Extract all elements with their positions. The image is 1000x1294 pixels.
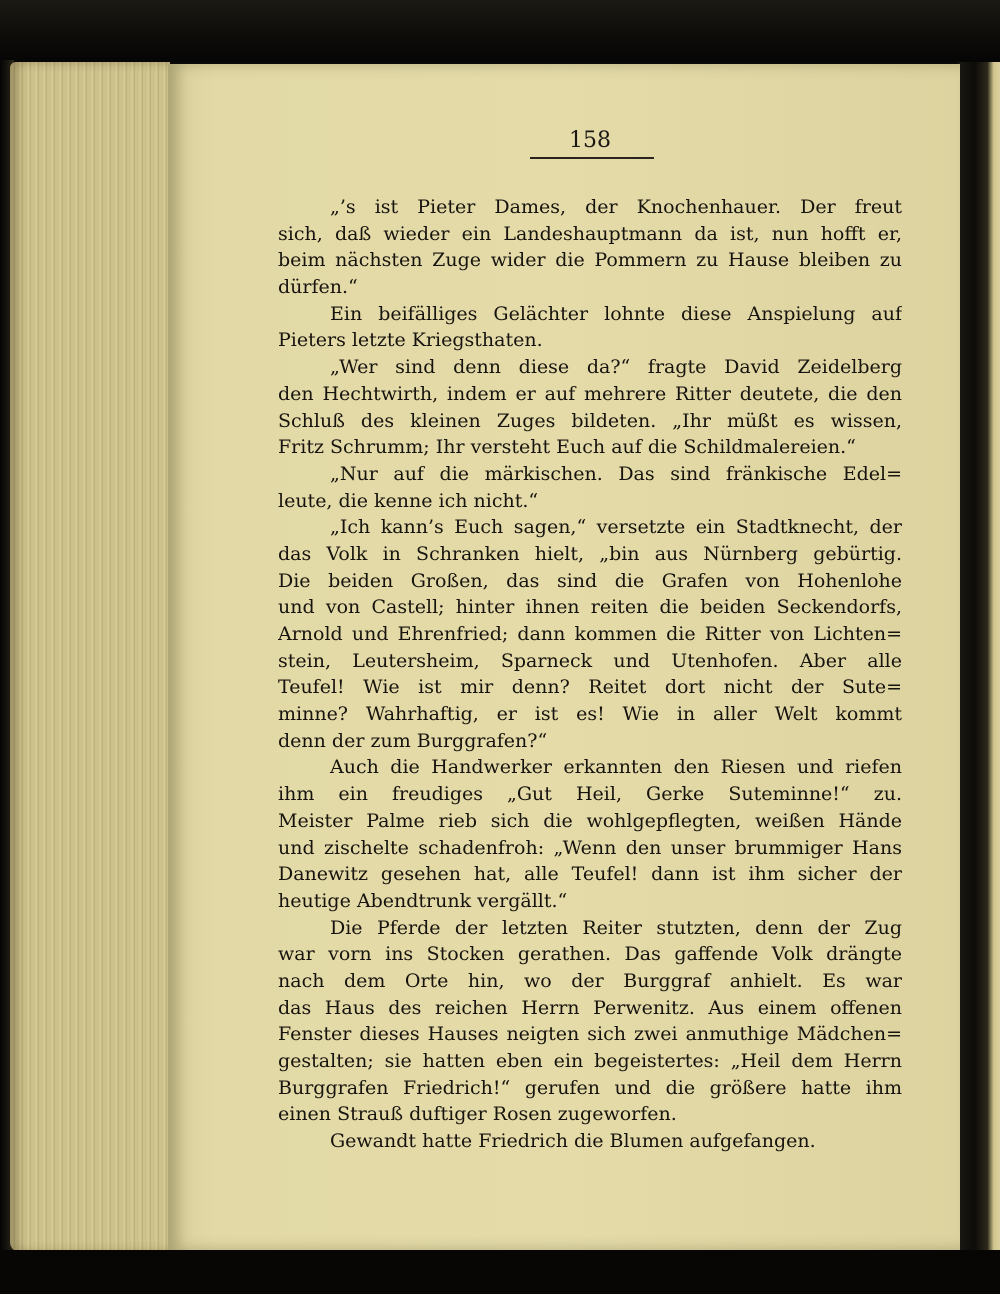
text-line: ihm ein freudiges „Gut Heil, Gerke Suteminne!“ zu.	[278, 783, 902, 806]
text-line: sich, daß wieder ein Landeshauptmann da ist, nun hofft er,	[278, 222, 902, 245]
text-line: Die beiden Großen, das sind die Grafen von Hohenlohe	[278, 569, 902, 592]
text-line: denn der zum Burggrafen?“	[278, 729, 548, 752]
text-line: Pieters letzte Kriegsthaten.	[278, 329, 543, 352]
text-line: Teufel! Wie ist mir denn? Reitet dort nicht der Sute=	[278, 676, 902, 699]
text-line: heutige Abendtrunk vergällt.“	[278, 889, 568, 912]
text-line: Auch die Handwerker erkannten den Riesen und riefen	[330, 756, 902, 779]
text-line: Burggrafen Friedrich!“ gerufen und die größere hatte ihm	[278, 1076, 902, 1099]
text-line: „’s ist Pieter Dames, der Knochenhauer. Der freut	[330, 196, 902, 218]
text-line: gestalten; sie hatten eben ein begeistertes: „Heil dem Herrn	[278, 1050, 902, 1072]
text-line: und zischelte schadenfroh: „Wenn den unser brummiger Hans	[278, 836, 902, 859]
text-line: leute, die kenne ich nicht.“	[278, 489, 539, 512]
text-line: dürfen.“	[278, 276, 358, 299]
text-line: beim nächsten Zuge wider die Pommern zu Hause bleiben zu	[278, 249, 902, 272]
text-line: und von Castell; hinter ihnen reiten die beiden Seckendorfs,	[278, 596, 902, 619]
text-line: „Wer sind denn diese da?“ fragte David Zeidelberg	[330, 356, 902, 379]
text-line: „Ich kann’s Euch sagen,“ versetzte ein Stadtknecht, der	[330, 516, 902, 539]
text-line: Die Pferde der letzten Reiter stutzten, denn der Zug	[330, 916, 902, 939]
text-line: nach dem Orte hin, wo der Burggraf anhielt. Es war	[278, 969, 902, 992]
book-gutter	[958, 62, 1000, 1262]
text-line: Meister Palme rieb sich die wohlgepflegten, weißen Hände	[278, 809, 902, 832]
page-text	[278, 194, 902, 1155]
text-line: stein, Leutersheim, Sparneck und Utenhofen. Aber alle	[278, 649, 902, 672]
header-rule	[530, 157, 654, 159]
text-line: einen Strauß duftiger Rosen zugeworfen.	[278, 1103, 677, 1126]
scan-top-border	[0, 0, 1000, 62]
text-line: minne? Wahrhaftig, er ist es! Wie in aller Welt kommt	[278, 703, 902, 726]
text-line: das Haus des reichen Herrn Perwenitz. Aus einem offenen	[278, 996, 902, 1019]
text-line: den Hechtwirth, indem er auf mehrere Ritter deutete, die den	[278, 382, 902, 405]
text-line: das Volk in Schranken hielt, „bin aus Nürnberg gebürtig.	[278, 542, 902, 565]
scan-bottom-border	[0, 1250, 1000, 1294]
text-line: Danewitz gesehen hat, alle Teufel! dann ist ihm sicher der	[278, 863, 902, 886]
text-line: Arnold und Ehrenfried; dann kommen die Ritter von Lichten=	[278, 623, 902, 645]
text-line: Fritz Schrumm; Ihr versteht Euch auf die Schildmalereien.“	[278, 436, 856, 459]
stacked-page-edges	[10, 62, 170, 1252]
text-line: „Nur auf die märkischen. Das sind fränkische Edel=	[330, 462, 902, 485]
text-line: Ein beifälliges Gelächter lohnte diese Anspielung auf	[330, 302, 902, 325]
page-number: 158	[569, 128, 611, 153]
text-line: war vorn ins Stocken gerathen. Das gaffende Volk drängte	[278, 943, 902, 966]
text-line: Fenster dieses Hauses neigten sich zwei anmuthige Mädchen=	[278, 1023, 902, 1046]
text-line: Gewandt hatte Friedrich die Blumen aufgefangen.	[330, 1130, 816, 1153]
text-line: Schluß des kleinen Zuges bildeten. „Ihr müßt es wissen,	[278, 409, 902, 432]
